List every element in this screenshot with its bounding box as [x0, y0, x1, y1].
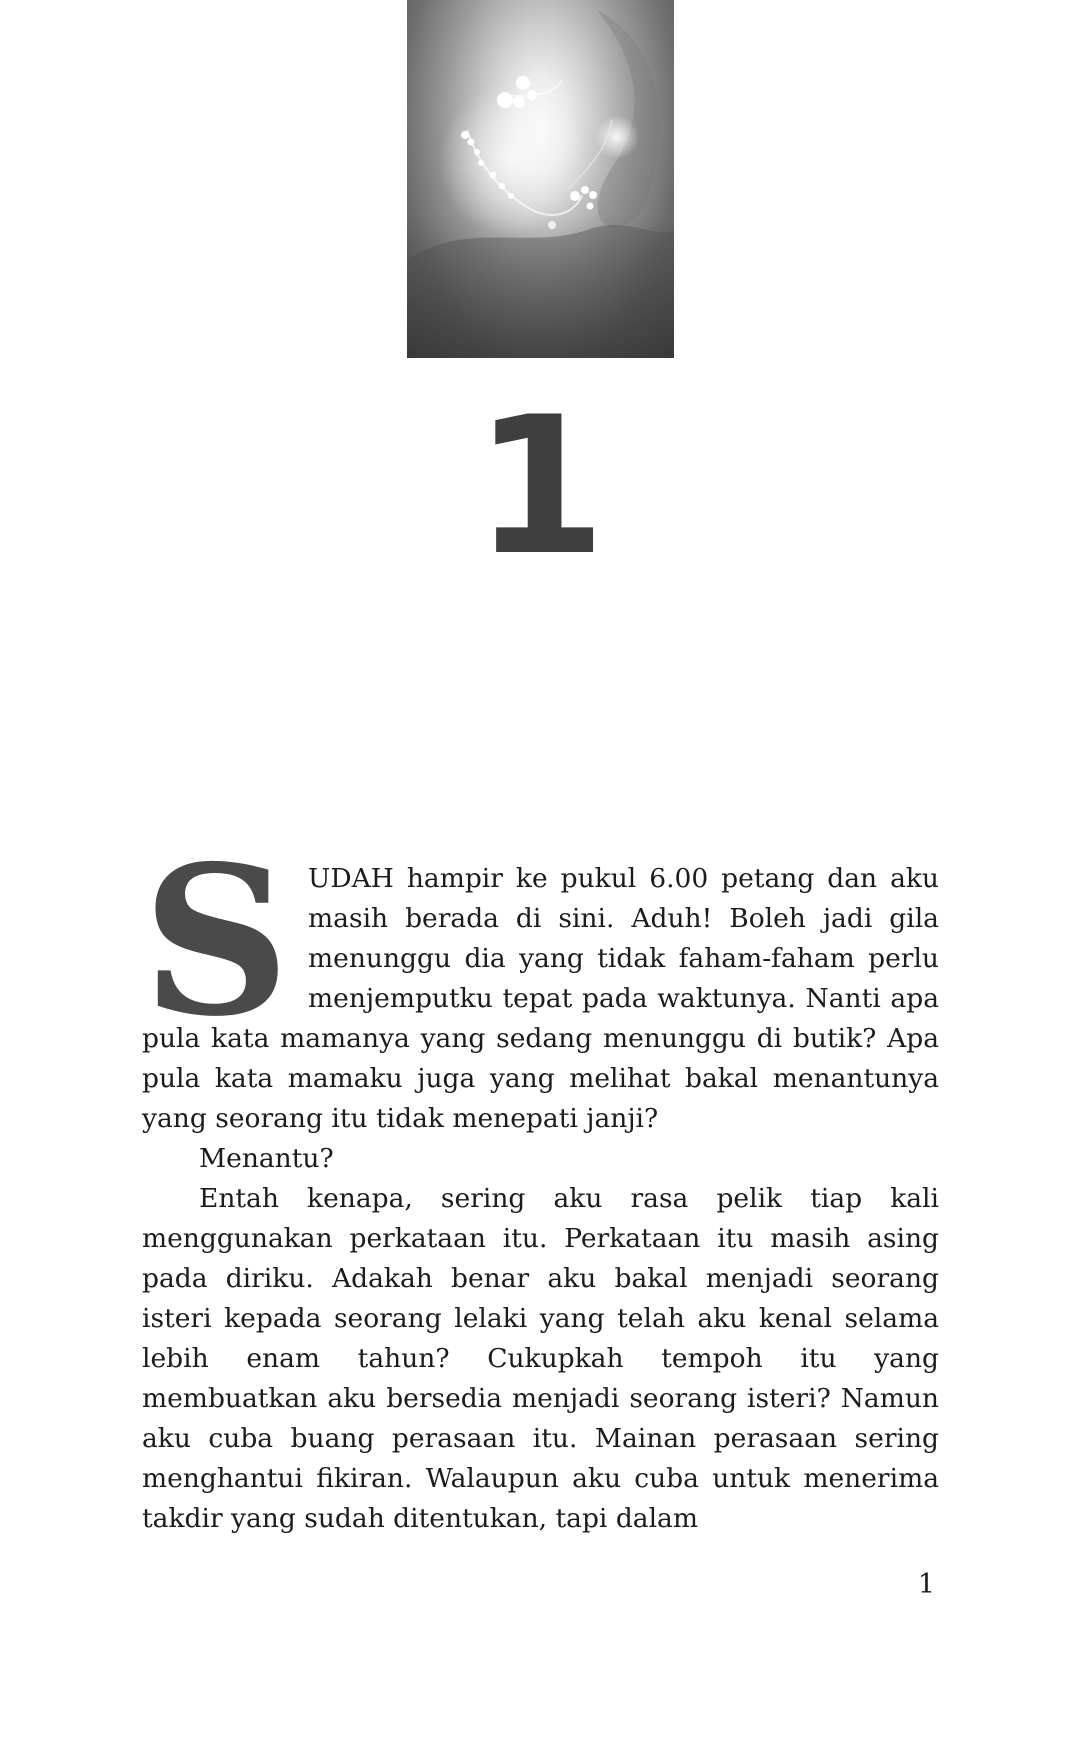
opening-paragraph — [142, 822, 939, 1139]
bokeh-lights-illustration — [407, 0, 674, 358]
paragraph-text: UDAH hampir ke pukul 6.00 petang dan aku masih berada di sini. Aduh! Boleh jadi gila menunggu dia yang tidak faham-faham perlu menjemputku tepat pada waktunya. Nanti apa pula kata mamanya yang sedang menunggu di butik? Apa pula kata mamaku juga yang melihat bakal menantunya yang seorang itu tidak menepati janji? — [142, 863, 939, 1134]
paragraph: Entah kenapa, sering aku rasa pelik tiap kali menggunakan perkataan itu. Perkataan itu masih asing pada diriku. Adakah benar aku bakal menjadi seorang isteri kepada seorang lelaki yang telah aku kenal selama lebih enam tahun? Cukupkah tempoh itu yang membuatkan aku bersedia menjadi seorang isteri? Namun aku cuba buang perasaan itu. Mainan perasaan sering menghantui fikiran. Walaupun aku cuba untuk menerima takdir yang sudah ditentukan, tapi dalam — [142, 1183, 939, 1534]
chapter-body-text — [142, 822, 939, 1539]
page-number: 1 — [917, 1569, 935, 1600]
drop-cap-letter: S — [142, 822, 291, 1062]
chapter-number: 1 — [473, 376, 607, 597]
chapter-header-image — [407, 0, 674, 358]
paragraph: Menantu? — [199, 1143, 334, 1174]
